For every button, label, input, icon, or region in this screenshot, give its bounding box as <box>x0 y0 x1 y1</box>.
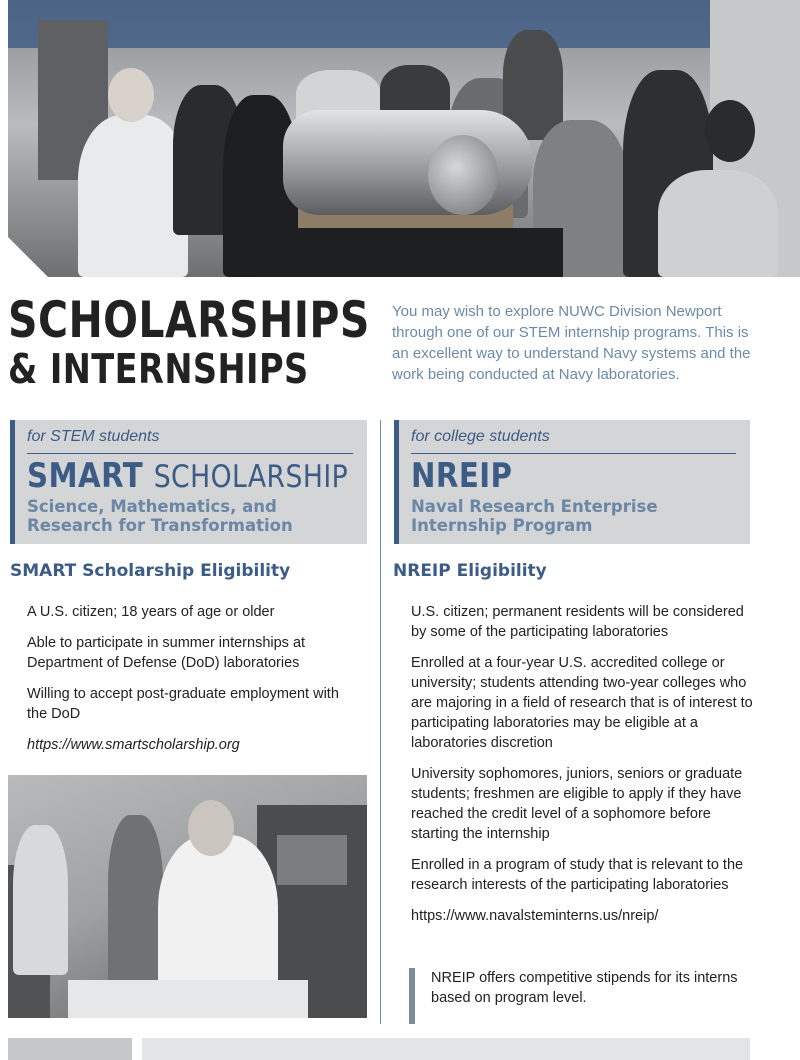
list-item: U.S. citizen; permanent residents will be considered by some of the participating laboratories <box>411 604 744 640</box>
header-rule <box>411 453 736 454</box>
student-head <box>705 100 755 162</box>
hero-color-band <box>8 0 800 48</box>
nreip-full-name <box>411 497 741 535</box>
footer-block <box>8 1038 132 1060</box>
lab-bench <box>68 980 308 1018</box>
nreip-eligibility-list <box>411 602 756 937</box>
smart-name: SMART <box>27 456 144 496</box>
column-divider <box>380 420 381 1024</box>
engine-nozzle <box>428 135 498 215</box>
nreip-program-header <box>394 420 750 544</box>
display-table <box>253 228 563 277</box>
list-item: University sophomores, juniors, seniors or graduate students; freshmen are eligible to apply if they have reached the credit level of a sophomore before starting the internship <box>411 766 743 842</box>
smart-full-name-line2: Research for Transformation <box>27 516 293 535</box>
list-item: Willing to accept post-graduate employment with the DoD <box>27 686 339 722</box>
list-item: Able to participate in summer internships at Department of Defense (DoD) laboratories <box>27 635 306 671</box>
smart-audience: for STEM students <box>27 428 160 445</box>
photo-corner-cut <box>8 237 48 277</box>
smart-eligibility-list <box>27 602 362 766</box>
smart-full-name-line1: Science, Mathematics, and <box>27 497 277 516</box>
smart-name-suffix: SCHOLARSHIP <box>153 459 349 495</box>
nreip-note-text: NREIP offers competitive stipends for its interns based on program level. <box>431 970 738 1006</box>
nreip-program-name <box>411 456 512 496</box>
instructor-figure <box>78 115 188 277</box>
nreip-audience: for college students <box>411 428 550 445</box>
list-item: A U.S. citizen; 18 years of age or older <box>27 604 275 620</box>
researcher-figure <box>13 825 68 975</box>
accent-stripe <box>394 420 399 544</box>
accent-stripe <box>10 420 15 544</box>
note-accent-bar <box>409 968 415 1024</box>
nreip-name: NREIP <box>411 456 513 496</box>
smart-website-link[interactable]: https://www.smartscholarship.org <box>27 737 240 753</box>
instructor-head <box>108 68 154 122</box>
student-figure <box>658 170 778 277</box>
page-title-line1: SCHOLARSHIPS <box>8 291 370 349</box>
lab-photo <box>8 775 367 1018</box>
nreip-full-name-line2: Internship Program <box>411 516 593 535</box>
nreip-full-name-line1: Naval Research Enterprise <box>411 497 658 516</box>
researcher-figure <box>108 815 163 985</box>
lab-instrument-panel <box>277 835 347 885</box>
smart-program-name <box>27 456 348 496</box>
hero-photo <box>8 0 800 277</box>
list-item: Enrolled in a program of study that is relevant to the research interests of the participating laboratories <box>411 857 744 893</box>
intro-paragraph: You may wish to explore NUWC Division Newport through one of our STEM internship programs. This is an excellent way to understand Navy systems and the work being conducted at Navy laboratories. <box>392 303 751 383</box>
page-title <box>8 291 370 393</box>
smart-full-name <box>27 497 357 535</box>
nreip-stipend-note <box>409 968 749 1008</box>
smart-program-header <box>10 420 367 544</box>
footer-block <box>142 1038 750 1060</box>
nreip-eligibility-heading: NREIP Eligibility <box>393 561 547 581</box>
list-item: Enrolled at a four-year U.S. accredited college or university; students attending two-year colleges who are majoring in a field of research that is of interest to participating laboratories may be eligible at a laboratories discretion <box>411 655 753 751</box>
page-title-line2: & INTERNSHIPS <box>8 345 309 393</box>
smart-eligibility-heading: SMART Scholarship Eligibility <box>10 561 291 581</box>
student-head <box>188 800 234 856</box>
nreip-website-link[interactable]: https://www.navalsteminterns.us/nreip/ <box>411 908 659 924</box>
header-rule <box>27 453 353 454</box>
